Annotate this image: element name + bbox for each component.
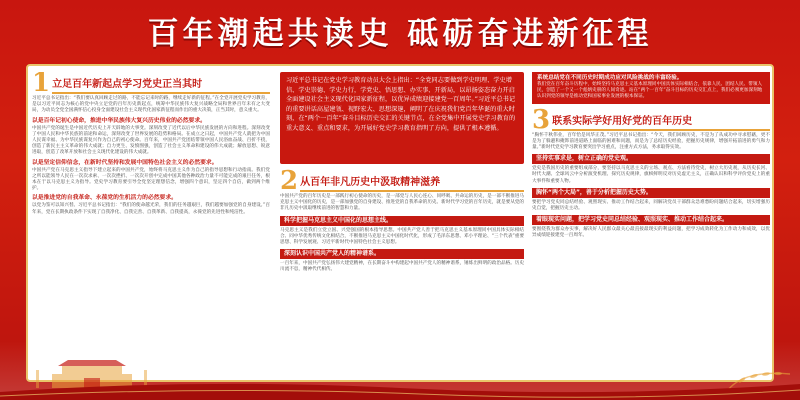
section-3-sub-1-heading: 坚持实事求是，树立正确的党史观。 bbox=[532, 154, 770, 164]
section-2-sub-1-heading: 科学把握马克思主义中国化的思想主线。 bbox=[280, 216, 524, 226]
section-2-sub-1-text: 马克思主义是我们立党立国、兴党强国的根本指导思想。中国共产党人善于把马克思主义基本原理同中国具体实际相结合、同中华优秀传统文化相结合，不断推进马克思主义中国化时代化，形成了毛泽东思想、邓小平理论、“三个代表”重要思想、科学发展观、习近平新时代中国特色社会主义思想。 bbox=[280, 227, 524, 246]
section-2-sub-2-heading: 深刻认识中国共产党人的精神谱系。 bbox=[280, 249, 524, 259]
section-1-sub-3-heading: 以是推进党的自我革命、永葆党的生机活力的必然要求。 bbox=[32, 195, 177, 202]
section-3-title: 联系实际学好用好党的百年历史 bbox=[552, 116, 770, 131]
section-3-sub-3-heading: 着眼现实问题，把学习党史同总结经验、观照现实、推动工作结合起来。 bbox=[532, 215, 770, 225]
section-2-text: 中国共产党的百年历史是一部践行初心使命的历史，是一部党与人民心连心、同呼吸、共命运的历史，是一部不断推进马克思主义中国化的历史，是一部加强党的自身建设、推进党的自我革命的历史。新时代学习党的百年历史，就是要从党的非凡历史中汲取继续前进的智慧和力量。 bbox=[280, 194, 524, 212]
section-2-header bbox=[280, 166, 524, 196]
section-1 bbox=[32, 72, 270, 378]
section-3-sub-2-text: 要把学习党史同总结经验、观照现实、推动工作结合起来，同解决党员干部群众急难愁盼问题结合起来，切实增强历史自觉，把握历史主动。 bbox=[532, 199, 770, 212]
section-1-sub-1-text: 中国共产党的诞生是中国近代历史上开天辟地的大事变。深刻改变了近代以后中华民族发展的方向和进程。深刻改变了中国人民和中华民族的前途和命运，深刻改变了世界发展的趋势和格局。在成立之日起，中国共产党人就把为中国人民谋幸福、为中华民族谋复兴作为自己的初心使命。百年来，中国共产党团结带领中国人民浴血奋战、百折不挠，创造了新民主主义革命的伟大成就；自力更生、发愤图强，创造了社会主义革命和建设的伟大成就；解放思想、锐意进取，创造了改革开放和社会主义现代化建设的伟大成就。 bbox=[32, 125, 270, 156]
page-title: 百年潮起共读史 砥砺奋进新征程 bbox=[147, 16, 653, 52]
section-3-header bbox=[532, 104, 770, 135]
section-1-header bbox=[32, 72, 270, 98]
section-1-intro: 习近平总书记指出：“我们要认真回顾走过的路，不能忘记来时的路，继续走好新的征程。”在全党开展党史学习教育，是以习近平同志为核心的党中央立足党的百年历史新起点，统筹中华民族伟大复兴战略全局和世界百年未有之大变局，为动员全党全国满怀信心投身全面建设社会主义现代化国家新征程而作出的重大决策，正当其时，意义重大。 bbox=[32, 96, 270, 114]
section-1-sub-2-heading: 以是坚定信仰信念，在新时代坚持和发展中国特色社会主义的必然要求。 bbox=[32, 159, 218, 166]
section-1-sub-2-text: 中国共产党在马克思主义指导下建立起来的中国共产党，始终将马克思主义作为自己的指导思想和行动指南。我们党之所以能领导人民在一次次求索、一次次挫折、一次次开创中完成中国其他各种政治力量不可能完成的艰巨任务，根本在于以马克思主义为指导。党史学习教育要引导全党坚定理想信念，增强四个意识，坚定四个自信，做到两个维护。 bbox=[32, 167, 270, 192]
section-3-intro: “胸怀千秋伟业，百年恰是风华正茂。”习近平总书记指出：“今天，我们回顾历史，不是为了从成功中寻求慰藉，更不是为了躲避和掩饰前进道路上面临的困难和问题，而是为了总结历史经验，把握历史规律，增强开拓前进的勇气和力量。”新时代党史学习教育要突出学习重点，注重方式方法，务求取得实效。 bbox=[532, 132, 770, 151]
section-3-top-text: 我们党在百年奋斗历程中，始终坚持马克思主义基本原理同中国具体实际相结合，依靠人民、团结人民、带领人民，创造了一个又一个彪炳史册的人间奇迹。站在“两个一百年”奋斗目标的历史交汇点上，我们必须更加深刻地认识到党的领导是推动党和国家事业发展的根本保证。 bbox=[537, 82, 763, 100]
section-3-sub-3-text: 要围绕我为群众办实事，解决好人民群众最关心最直接最现实的利益问题，把学习成效转化为工作动力和成效，以优异成绩迎接建党一百周年。 bbox=[532, 227, 770, 239]
section-3-top-box bbox=[532, 72, 770, 104]
section-1-sub-1-heading: 以是百年记初心使命，推进中华民族伟大复兴历史伟业的必然要求。 bbox=[32, 117, 206, 124]
section-3-number: 3 bbox=[532, 104, 551, 135]
section-3-top-heading: 系统总结党在不同历史时期成功应对风险挑战的丰富经验。 bbox=[537, 75, 683, 81]
section-3 bbox=[532, 72, 770, 378]
bottom-ribbon-decoration bbox=[0, 378, 800, 400]
section-2-number: 2 bbox=[280, 166, 299, 196]
section-1-sub-3-text: 以党为鉴可以知兴替。习近平总书记指出：“我们的使命越光荣，我们的任务越艰巨，我们越要加强党的自身建设。”百年来，党在长期执政条件下实现了自我净化、自我完善、自我革新、自我提高，永葆党的先进性和纯洁性。 bbox=[32, 203, 270, 215]
section-2-quote-box: 习近平总书记在党史学习教育动员大会上指出：“全党同志要做到学史明理、学史增信、学史崇德、学史力行，学党史、悟思想、办实事、开新局，以昂扬姿态奋力开启全面建设社会主义现代化国家新征程，以优异成绩迎接建党一百周年。”习近平总书记的重要讲话高屋建瓴、视野宏大、思想深邃，阐明了在庆祝我们党百年华诞的重大时刻，在“两个一百年”奋斗目标历史交汇的关键节点，在全党集中开展党史学习教育的重大意义、重点和要求，为开展好党史学习教育指明了方向，提供了根本遵循。 bbox=[280, 72, 524, 164]
section-2 bbox=[280, 72, 524, 378]
section-3-sub-1-text: 党史是我国历史的重要组成部分，要坚持以马克思主义的立场、观点、方法看待党史，树立大历史观，从历史长河、时代大潮、全球风云中分析演变机理、探究历史规律，旗帜鲜明反对历史虚无主义，正确认识和科学评价党史上的重大事件和重要人物。 bbox=[532, 166, 770, 184]
section-3-sub-2-heading: 胸怀“两个大局”，善于分析把握历史大势。 bbox=[532, 188, 770, 198]
section-2-sub-2-text: 一百年来，中国共产党弘扬伟大建党精神，在长期奋斗中构建起中国共产党人的精神谱系，锤炼出鲜明的政治品格。历史川流不息，精神代代相传。 bbox=[280, 261, 524, 273]
section-2-title: 从百年非凡历史中汲取精神滋养 bbox=[300, 177, 524, 192]
section-1-title: 立足百年新起点学习党史正当其时 bbox=[52, 79, 270, 94]
section-1-number: 1 bbox=[32, 72, 51, 98]
